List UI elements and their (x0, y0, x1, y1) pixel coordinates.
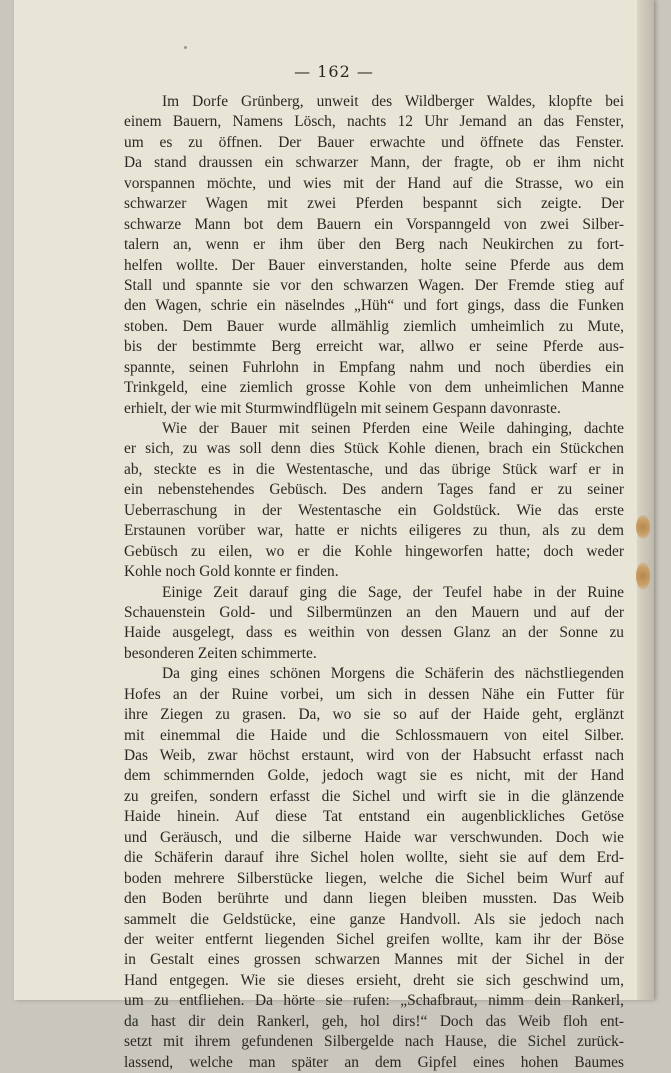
text-line: den Boden berührte und dann liegen bleiben mussten. Das Weib (124, 890, 624, 908)
text-line: spannte, seinen Fuhrlohn in Empfang nahm und noch überdies ein (124, 358, 624, 376)
page-edge (637, 0, 654, 1000)
paper-stain (636, 515, 650, 539)
text-line: bis der bestimmte Berg erreicht war, allwo er seine Pferde aus- (124, 338, 624, 356)
text-line: Ueberraschung in der Westentasche ein Goldstück. Wie das erste (124, 501, 624, 519)
text-line: ab, steckte es in die Westentasche, und das übrige Stück warf er in (124, 460, 624, 478)
text-line: Erstaunen vorüber war, hatte er nichts eiligeres zu thun, als zu dem (124, 522, 624, 540)
text-line: Da stand draussen ein schwarzer Mann, der fragte, ob er ihm nicht (124, 154, 624, 172)
text-line: Einige Zeit darauf ging die Sage, der Teufel habe in der Ruine (162, 583, 624, 601)
text-line: in Gestalt eines grossen schwarzen Mannes mit der Sichel in der (124, 951, 624, 969)
text-line: stoben. Dem Bauer wurde allmählig ziemlich umheimlich zu Mute, (124, 317, 624, 335)
text-line: ein nebenstehendes Gebüsch. Des andern Tages fand er zu seiner (124, 481, 624, 499)
text-line: zu greifen, sondern erfasst die Sichel und wirft sie in die glänzende (124, 787, 624, 805)
text-line: um zu entfliehen. Da hörte sie rufen: „Schafbraut, nimm dein Rankerl, (124, 992, 624, 1010)
text-line: boden mehrere Silberstücke liegen, welche die Sichel beim Wurf auf (124, 869, 624, 887)
text-line: Trinkgeld, eine ziemlich grosse Kohle von dem unheimlichen Manne (124, 379, 624, 397)
text-line: vorspannen möchte, und wies mit der Hand auf die Strasse, wo ein (124, 174, 624, 192)
text-line: Schauenstein Gold- und Silbermünzen an den Mauern und auf der (124, 603, 624, 621)
text-line: lassend, welche man später an dem Gipfel eines hohen Baumes (124, 1053, 624, 1071)
text-line: die Schäferin darauf ihre Sichel holen wollte, sieht sie auf dem Erd- (124, 849, 624, 867)
text-line: helfen wollte. Der Bauer einverstanden, holte seine Pferde aus dem (124, 256, 624, 274)
text-line: um es zu öffnen. Der Bauer erwachte und öffnete das Fenster. (124, 133, 624, 151)
text-line: Haide ausgelegt, dass es weithin von dessen Glanz an der Sonne zu (124, 624, 624, 642)
book-page (14, 0, 654, 1071)
text-line: dem schimmernden Golde, jedoch wagt sie es nicht, mit der Hand (124, 767, 624, 785)
text-line: Hofes an der Ruine vorbei, um sich in dessen Nähe ein Futter für (124, 685, 624, 703)
text-line: Da ging eines schönen Morgens die Schäferin des nächstliegenden (162, 665, 624, 683)
paper-stain (636, 562, 650, 590)
text-line: einem Bauern, Namens Lösch, nachts 12 Uhr Jemand an das Fenster, (124, 113, 624, 131)
page-number: — 162 — (294, 62, 374, 81)
text-line: schwarzer Wagen mit zwei Pferden bespannt sich zeigte. Der (124, 195, 624, 213)
paper-speck (184, 46, 187, 49)
text-line: setzt mit ihrem gefundenen Silbergelde nach Hause, die Sichel zurück- (124, 1033, 624, 1051)
text-line: erhielt, der wie mit Sturmwindflügeln mit seinem Gespann davonraste. (124, 399, 561, 417)
text-line: ihre Ziegen zu grasen. Da, wo sie so auf der Haide geht, erglänzt (124, 706, 624, 724)
text-line: Stall und spannte sie vor den schwarzen Wagen. Der Fremde stieg auf (124, 276, 624, 294)
text-line: Wie der Bauer mit seinen Pferden eine Weile dahinging, dachte (162, 420, 624, 437)
text-line: den Wagen, schrie ein näselndes „Hüh“ und fort gings, dass die Funken (124, 297, 624, 315)
text-line: sammelt die Geldstücke, eine ganze Handvoll. Als sie jedoch nach (124, 910, 624, 928)
text-line: Hand entgegen. Wie sie dieses ersieht, dreht sie sich geschwind um, (124, 971, 624, 989)
text-line: und Geräusch, und die silberne Haide war verschwunden. Doch wie (124, 828, 624, 846)
body-text (124, 92, 624, 1073)
text-line: talern an, wenn er ihm über den Berg nach Neukirchen zu fort- (124, 236, 624, 254)
text-line: Haide hinein. Auf diese Tat entstand ein augenblickliches Getöse (124, 808, 624, 826)
text-line: da hast dir dein Rankerl, geh, hol dirs!“ Doch das Weib floh ent- (124, 1012, 624, 1030)
text-line: Kohle noch Gold konnte er finden. (124, 563, 339, 581)
text-line: schwarze Mann bot dem Bauern ein Vorspanngeld von zwei Silber- (124, 215, 624, 233)
text-line: er sich, zu was soll denn dies Stück Kohle dienen, brach ein Stückchen (124, 440, 624, 458)
text-line: mit einemmal die Haide und die Schlossmauern von eitel Silber. (124, 726, 624, 744)
text-line: Gebüsch zu eilen, wo er die Kohle hingeworfen hatte; doch weder (124, 542, 624, 560)
text-line: Im Dorfe Grünberg, unweit des Wildberger Waldes, klopfte bei (162, 93, 624, 110)
text-line: der weiter entfernt liegenden Sichel greifen wollte, kam ihr der Böse (124, 930, 624, 948)
text-line: Das Weib, zwar höchst erstaunt, wird von der Habsucht erfasst nach (124, 747, 624, 764)
text-line: besonderen Zeiten schimmerte. (124, 644, 317, 662)
